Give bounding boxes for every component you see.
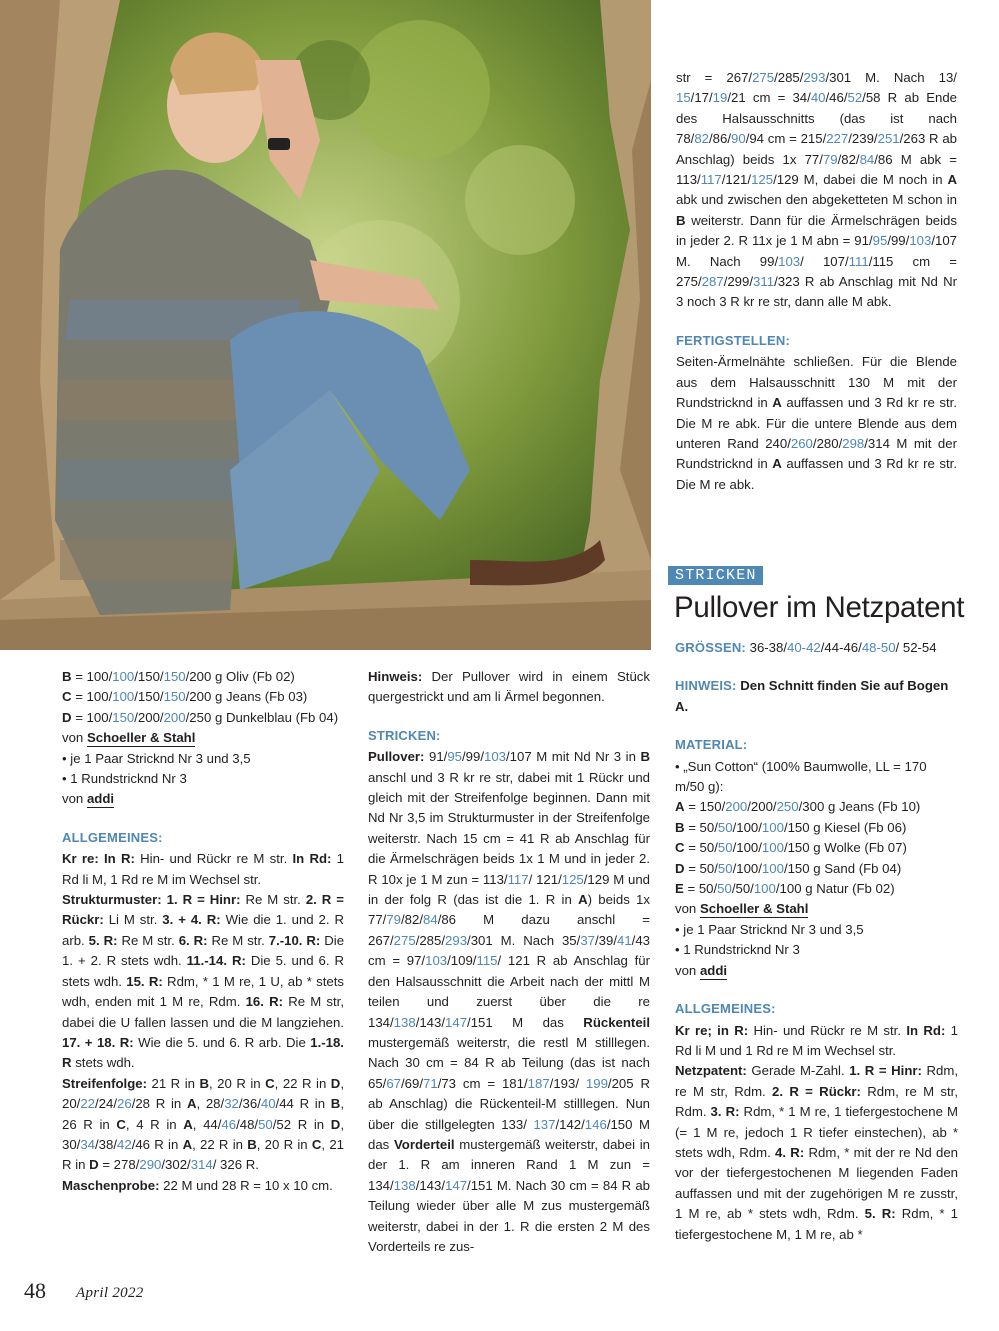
fertigstellen-text: Seiten-Ärmelnähte schließen. Für die Blende aus dem Halsausschnitt 130 M mit der Rundstricknd in A auffassen und 3 Rd kr re str. Die M re abk. Für die untere Blende aus dem unteren Rand 240/260/280/298/314 M mit der Rundstricknd in A auffassen und 3 Rd kr re str. Die M re abk. xyxy=(676,354,957,492)
model-photo-image xyxy=(0,0,651,650)
article-title: Pullover im Netzpatent xyxy=(674,591,965,624)
bold-term: C xyxy=(311,1136,322,1152)
bold-term: B xyxy=(676,212,686,228)
size-value: 46 xyxy=(221,1116,237,1132)
size-value: 103 xyxy=(484,749,507,765)
size-value: 82 xyxy=(694,131,710,147)
bold-term: Maschenprobe: xyxy=(62,1177,160,1193)
size-value: 26 xyxy=(117,1096,132,1112)
bold-term: Vorderteil xyxy=(393,1136,455,1152)
size-value: 100 xyxy=(761,819,784,835)
size-value: 103 xyxy=(909,233,932,249)
size-value: 52 xyxy=(847,90,863,106)
bold-term: In Rd: xyxy=(906,1022,946,1038)
size-value: 150 xyxy=(112,709,135,725)
size-value: 275 xyxy=(752,70,775,85)
bold-term: 5. R: xyxy=(88,932,118,948)
size-value: 90 xyxy=(731,131,746,147)
bold-term: 17. + 18. R: xyxy=(62,1034,134,1050)
issue-date: April 2022 xyxy=(76,1285,144,1301)
bold-term: A xyxy=(182,1136,193,1152)
bold-term: B xyxy=(330,1096,341,1112)
bold-term: B xyxy=(199,1075,209,1091)
size-value: 137 xyxy=(533,1116,556,1132)
size-value: 290 xyxy=(139,1157,162,1173)
size-value: 40 xyxy=(810,90,826,106)
material-line: D = 100/150/200/200/250 g Dunkelblau (Fb 04) xyxy=(62,709,339,725)
size-value: 67 xyxy=(386,1075,402,1091)
bold-term: A xyxy=(183,1116,193,1132)
fertigstellen-heading: FERTIGSTELLEN: xyxy=(676,332,791,348)
size-value: 147 xyxy=(445,1177,468,1193)
bold-term: 1. R = Hinr: xyxy=(849,1063,922,1079)
size-value: 250 xyxy=(776,799,799,815)
bold-term: D xyxy=(89,1157,99,1173)
size-value: 311 xyxy=(753,274,775,290)
material-list xyxy=(62,667,344,728)
size-value: 95 xyxy=(447,749,462,765)
middle-column xyxy=(368,667,650,1257)
size-value: 100 xyxy=(112,669,135,684)
size-value: 150 xyxy=(163,669,186,684)
size-value: 34 xyxy=(80,1136,96,1152)
left-column: B = 100/100/150/150/200 g Oliv (Fb 02) C = 100/100/150/150/200 g Jeans (Fb 03) D = 100/150/200/200/250 g Dunkelblau (Fb 04) von Schoeller & Stahl • je 1 Paar Stricknd Nr 3 und 3,5 • 1 Rundstricknd Nr 3 von addi ALLGEMEINES: Kr re: In R: Hin- und Rückr re M str. In Rd: 1 Rd li M, 1 Rd re M im Wechsel str. Strukturmuster: 1. R = Hinr: Re M str. 2. R = Rückr: Li M str. 3. + 4. R: Wie die 1. und 2. R arb. 5. R: Re M str. 6. R: Re M str. 7.-10. R: Die 1. + 2. R stets wdh. 11.-14. R: Die 5. und 6. R stets wdh. 15. R: Rdm, * 1 M re, 1 U, ab * stets wdh, enden mit 1 M re, Rdm. 16. R: Re M str, dabei die U fallen lassen und die M langziehen. 17. + 18. R: Wie die 5. und 6. R arb. Die 1.-18. R stets wdh. Streifenfolge: 21 R in B, 20 R in C, 22 R in D, 20/22/24/26/28 R in A, 28/32/36/40/44 R in B, 26 R in C, 4 R in A, 44/46/48/50/52 R in D, 30/34/38/42/46 R in A, 22 R in B, 20 R in C, 21 R in D = 278/290/302/314/ 326 R. Maschenprobe: 22 M und 28 R = 10 x 10 cm. xyxy=(62,667,344,1196)
bold-term: 1.-18. R xyxy=(62,1034,344,1071)
size-value: 100 xyxy=(761,860,784,876)
size-value: 84 xyxy=(423,912,438,928)
size-value: 293 xyxy=(445,932,468,948)
hinweis-note: HINWEIS: Den Schnitt finden Sie auf Bogen A. xyxy=(675,678,949,714)
size-value: 125 xyxy=(561,871,584,887)
instructions-continued xyxy=(676,68,957,495)
bold-term: A xyxy=(578,892,588,908)
brand-name: Schoeller & Stahl xyxy=(699,901,809,917)
needle-1: • je 1 Paar Stricknd Nr 3 und 3,5 xyxy=(62,750,251,766)
bold-term: A xyxy=(186,1096,197,1112)
streifenfolge-text: Streifenfolge: 21 R in B, 20 R in C, 22 R in D, 20/22/24/26/28 R in A, 28/32/36/40/44 R in B, 26 R in C, 4 R in A, 44/46/48/50/52 R in D, 30/34/38/42/46 R in A, 22 R in B, 20 R in C, 21 R in D = 278/290/302/314/ 326 R. xyxy=(62,1075,344,1173)
bold-term: 2. R = Rückr: xyxy=(62,892,344,928)
size-value: 71 xyxy=(423,1075,438,1091)
size-value: 200 xyxy=(725,799,748,815)
size-value: 115 xyxy=(476,953,498,969)
bold-term: Kr re; in R: xyxy=(675,1022,749,1038)
material-line: E = 50/50/50/100/100 g Natur (Fb 02) xyxy=(675,881,895,897)
size-value: 227 xyxy=(826,131,849,147)
bold-term: A xyxy=(772,456,782,472)
sizes: GRÖSSEN: 36-38/40-42/44-46/48-50/ 52-54 xyxy=(675,640,937,655)
size-value: 42 xyxy=(117,1136,132,1152)
allgemeines-heading: ALLGEMEINES: xyxy=(62,829,163,845)
size-value: 50 xyxy=(258,1116,273,1132)
bold-term: E xyxy=(675,881,684,897)
stricken-heading: STRICKEN: xyxy=(368,727,441,743)
size-value: 293 xyxy=(803,70,826,85)
size-value: 100 xyxy=(753,881,776,897)
material-line: B = 100/100/150/150/200 g Oliv (Fb 02) xyxy=(62,669,295,684)
needle-2: • 1 Rundstricknd Nr 3 xyxy=(675,942,800,958)
size-value: 275 xyxy=(393,932,416,948)
needle-2: • 1 Rundstricknd Nr 3 xyxy=(62,771,187,787)
bold-term: A xyxy=(675,799,685,815)
size-value: 287 xyxy=(701,274,724,290)
bold-term: C xyxy=(675,840,685,856)
bold-term: A xyxy=(947,172,957,188)
hinweis-text: Hinweis: Der Pullover wird in einem Stück quergestrickt und am li Ärmel begonnen. xyxy=(368,669,650,705)
bold-term: 3. R: xyxy=(710,1104,740,1120)
bold-term: D xyxy=(330,1116,341,1132)
page-number: 48 xyxy=(24,1278,46,1303)
maschenprobe-text: Maschenprobe: 22 M und 28 R = 10 x 10 cm. xyxy=(62,1177,333,1193)
material-line: C = 50/50/100/100/150 g Wolke (Fb 07) xyxy=(675,840,907,856)
size-value: 32 xyxy=(224,1096,239,1112)
bold-term: B xyxy=(675,819,685,835)
bold-term: 15. R: xyxy=(126,973,163,989)
bold-term: Streifenfolge: xyxy=(62,1075,147,1091)
size-value: 22 xyxy=(80,1096,96,1112)
size-value: 117 xyxy=(700,172,722,188)
size-value: 40-42 xyxy=(787,640,821,655)
size-value: 100 xyxy=(761,840,784,856)
material-line: D = 50/50/100/100/150 g Sand (Fb 04) xyxy=(675,860,902,876)
allgemeines-text: Kr re; in R: Hin- und Rückr re M str. In Rd: 1 Rd li M und 1 Rd re M im Wechsel str. xyxy=(675,1022,959,1058)
bold-term: Netzpatent: xyxy=(675,1063,747,1079)
allgemeines-heading: ALLGEMEINES: xyxy=(675,1001,776,1017)
size-value: 200 xyxy=(163,709,186,725)
size-value: 40 xyxy=(260,1096,276,1112)
brand-name: Schoeller & Stahl xyxy=(86,730,196,746)
size-value: 41 xyxy=(616,932,632,948)
bold-term: 7.-10. R: xyxy=(268,932,321,948)
bold-term: In Rd: xyxy=(292,851,332,867)
supplier-name: addi xyxy=(86,791,115,807)
size-value: 37 xyxy=(580,932,595,948)
size-value: 199 xyxy=(585,1075,608,1091)
size-value: 50 xyxy=(717,819,733,835)
size-value: 50 xyxy=(717,840,733,856)
model-photo xyxy=(0,0,651,650)
bold-term: 2. R = Rückr: xyxy=(772,1083,861,1099)
bold-term: D xyxy=(675,860,685,876)
bold-term: B xyxy=(247,1136,257,1152)
material-line: A = 150/200/200/250/300 g Jeans (Fb 10) xyxy=(675,799,921,815)
size-value: 111 xyxy=(848,253,869,269)
bold-term: 16. R: xyxy=(245,994,284,1010)
bold-term: Kr re: In R: xyxy=(62,851,135,867)
right-column: GRÖSSEN: 36-38/40-42/44-46/48-50/ 52-54 HINWEIS: Den Schnitt finden Sie auf Bogen A. MATERIAL: • „Sun Cotton“ (100% Baumwolle, LL = 170 m/50 g): A = 150/200/200/250/300 g Jeans (Fb 10) B = 50/50/100/100/150 g Kiesel (Fb 06) C = 50/50/100/100/150 g Wolke (Fb 07) D = 50/50/100/100/150 g Sand (Fb 04) E = 50/50/50/100/100 g Natur (Fb 02) von Schoeller & Stahl • je 1 Paar Stricknd Nr 3 und 3,5 • 1 Rundstricknd Nr 3 von addi ALLGEMEINES: Kr re; in R: Hin- und Rückr re M str. In Rd: 1 Rd li M und 1 Rd re M im Wechsel str. Netzpatent: Gerade M-Zahl. 1. R = Hinr: Rdm, re M str, Rdm. 2. R = Rückr: Rdm, re M str, Rdm. 3. R: Rdm, * 1 M re, 1 tiefergestochene M (= 1 M re, jedoch 1 R tiefer einstechen), ab * stets wdh, Rdm. 4. R: Rdm, * mit der re Nd den vor der tiefergestochenen M liegenden Faden auffassen und mit der zugehörigen M re zusstr, 1 M re, ab * stets wdh, Rdm. 5. R: Rdm, * 1 tiefergestochene M, 1 M re, ab * xyxy=(675,638,958,1245)
bold-term: D xyxy=(62,709,72,725)
bold-term: A xyxy=(772,395,782,411)
size-value: 138 xyxy=(393,1014,416,1030)
size-value: 95 xyxy=(872,233,888,249)
bold-term: D xyxy=(330,1075,341,1091)
allgemeines-text: Kr re: In R: Hin- und Rückr re M str. In Rd: 1 Rd li M, 1 Rd re M im Wechsel str. xyxy=(62,851,344,887)
bold-term: Rückenteil xyxy=(583,1014,650,1030)
bold-term: B xyxy=(62,669,72,684)
yarn-name: • „Sun Cotton“ (100% Baumwolle, LL = 170 m/50 g): xyxy=(675,758,927,795)
material-line: C = 100/100/150/150/200 g Jeans (Fb 03) xyxy=(62,689,308,705)
size-value: 125 xyxy=(751,172,774,188)
size-value: 79 xyxy=(822,151,838,167)
material-line: B = 50/50/100/100/150 g Kiesel (Fb 06) xyxy=(675,819,907,835)
netzpatent-text: Netzpatent: Gerade M-Zahl. 1. R = Hinr: Rdm, re M str, Rdm. 2. R = Rückr: Rdm, re M str, Rdm. 3. R: Rdm, * 1 M re, 1 tiefergestochene M (= 1 M re, jedoch 1 R tiefer einstechen), ab * stets wdh, Rdm. 4. R: Rdm, * mit der re Nd den vor der tiefergestochenen M liegenden Faden auffassen und mit der zugehörigen M re zusstr, 1 M re, ab * stets wdh, Rdm. 5. R: Rdm, * 1 tiefergestochene M, 1 M re, ab * xyxy=(675,1063,958,1242)
material-list xyxy=(675,797,958,899)
bold-term: 6. R: xyxy=(178,932,208,948)
size-value: 146 xyxy=(584,1116,607,1132)
material-heading: MATERIAL: xyxy=(675,737,748,753)
bold-term: B xyxy=(640,749,651,765)
size-value: 79 xyxy=(386,912,402,928)
size-value: 15 xyxy=(676,90,691,106)
size-value: 147 xyxy=(445,1014,468,1030)
size-value: 100 xyxy=(112,689,135,705)
size-value: 84 xyxy=(859,151,875,167)
size-value: 138 xyxy=(393,1177,416,1193)
strukturmuster-text: Strukturmuster: 1. R = Hinr: Re M str. 2. R = Rückr: Li M str. 3. + 4. R: Wie die 1. und 2. R arb. 5. R: Re M str. 6. R: Re M str. 7.-10. R: Die 1. + 2. R stets wdh. 11.-14. R: Die 5. und 6. R stets wdh. 15. R: Rdm, * 1 M re, 1 U, ab * stets wdh, enden mit 1 M re, Rdm. 16. R: Re M str, dabei die U fallen lassen und die M langziehen. 17. + 18. R: Wie die 5. und 6. R arb. Die 1.-18. R stets wdh. xyxy=(62,892,345,1071)
bold-term: Hinweis: xyxy=(368,669,423,684)
bold-term: 11.-14. R: xyxy=(186,953,246,969)
pullover-instructions: Pullover: 91/95/99/103/107 M mit Nd Nr 3 in B anschl und 3 R kr re str, dabei mit 1 Rückr und gleich mit der Streifenfolge beginnen. Dann mit Nd Nr 3,5 im Strukturmuster in der Streifenfolge weiterstr. Nach 15 cm = 41 R ab Anschlag für die Ärmelschrägen beids 1x 1 M und in jeder 2. R 10x je 1 M zun = 113/117/ 121/125/129 M und in der folg R (das ist die 1. R in A) beids 1x 77/79/82/84/86 M dazu anschl = 267/275/285/293/301 M. Nach 35/37/39/41/43 cm = 97/103/109/115/ 121 R ab Anschlag für den Halsausschnitt die Arbeit nach der mittl M teilen und zuerst über die re 134/138/143/147/151 M das Rückenteil mustergemäß weiterstr, die restl M stilllegen. Nach 30 cm = 84 R ab Teilung (das ist nach 65/67/69/71/73 cm = 181/187/193/ 199/205 R ab Anschlag) die Rückenteil-M stilllegen. Nun über die stillgelegten 133/ 137/142/146/150 M das Vorderteil mustergemäß weiterstr, dabei in der 1. R am inneren Rand 1 M zun = 134/138/143/147/151 M. Nach 30 cm = 84 R ab Teilung wieder über alle M zus mustergemäß weiterstr, dabei in der 1. R die ersten 2 M des Vorderteils re zus- xyxy=(368,749,651,1254)
size-value: 117 xyxy=(507,871,529,887)
bold-term: 3. + 4. R: xyxy=(162,912,221,928)
bold-term: Pullover: xyxy=(368,749,425,765)
needle-1: • je 1 Paar Stricknd Nr 3 und 3,5 xyxy=(675,921,864,937)
size-value: 150 xyxy=(163,689,186,705)
section-tag: STRICKEN xyxy=(668,566,763,585)
supplier-name: addi xyxy=(699,962,728,978)
size-value: 314 xyxy=(190,1157,213,1173)
size-value: 187 xyxy=(527,1075,550,1091)
instructions-continued-text: str = 267/275/285/293/301 M. Nach 13/ 15/17/19/21 cm = 34/40/46/52/58 R ab Ende des Halsausschnitts (das ist nach 78/82/86/90/94 cm = 215/227/239/251/263 R ab Anschlag) beids 1x 77/79/82/84/86 M abk = 113/117/121/125/129 M, dabei die M noch in A abk und zwischen den abgeketteten M schon in B weiterstr. Dann für die Ärmelschrägen beids in jeder 2. R 11x je 1 M abn = 91/95/99/103/107 M. Nach 99/103/ 107/111/115 cm = 275/287/299/311/323 R ab Anschlag mit Nd Nr 3 noch 3 R kr re str, dann alle M abk. xyxy=(676,70,957,310)
size-value: 48-50 xyxy=(861,640,896,655)
size-value: 103 xyxy=(425,953,448,969)
size-value: 260 xyxy=(790,435,813,451)
bold-term: C xyxy=(62,689,72,705)
size-value: 103 xyxy=(778,253,801,269)
bold-term: C xyxy=(116,1116,126,1132)
bold-term: 5. R: xyxy=(864,1206,896,1222)
bold-term: Strukturmuster: 1. R = Hinr: xyxy=(62,892,241,908)
size-value: 251 xyxy=(877,131,900,147)
size-value: 50 xyxy=(717,860,733,876)
size-value: 298 xyxy=(842,435,865,451)
bold-term: 4. R: xyxy=(775,1144,805,1160)
size-value: 19 xyxy=(712,90,728,106)
size-value: 50 xyxy=(717,881,732,897)
bold-term: C xyxy=(265,1075,275,1091)
